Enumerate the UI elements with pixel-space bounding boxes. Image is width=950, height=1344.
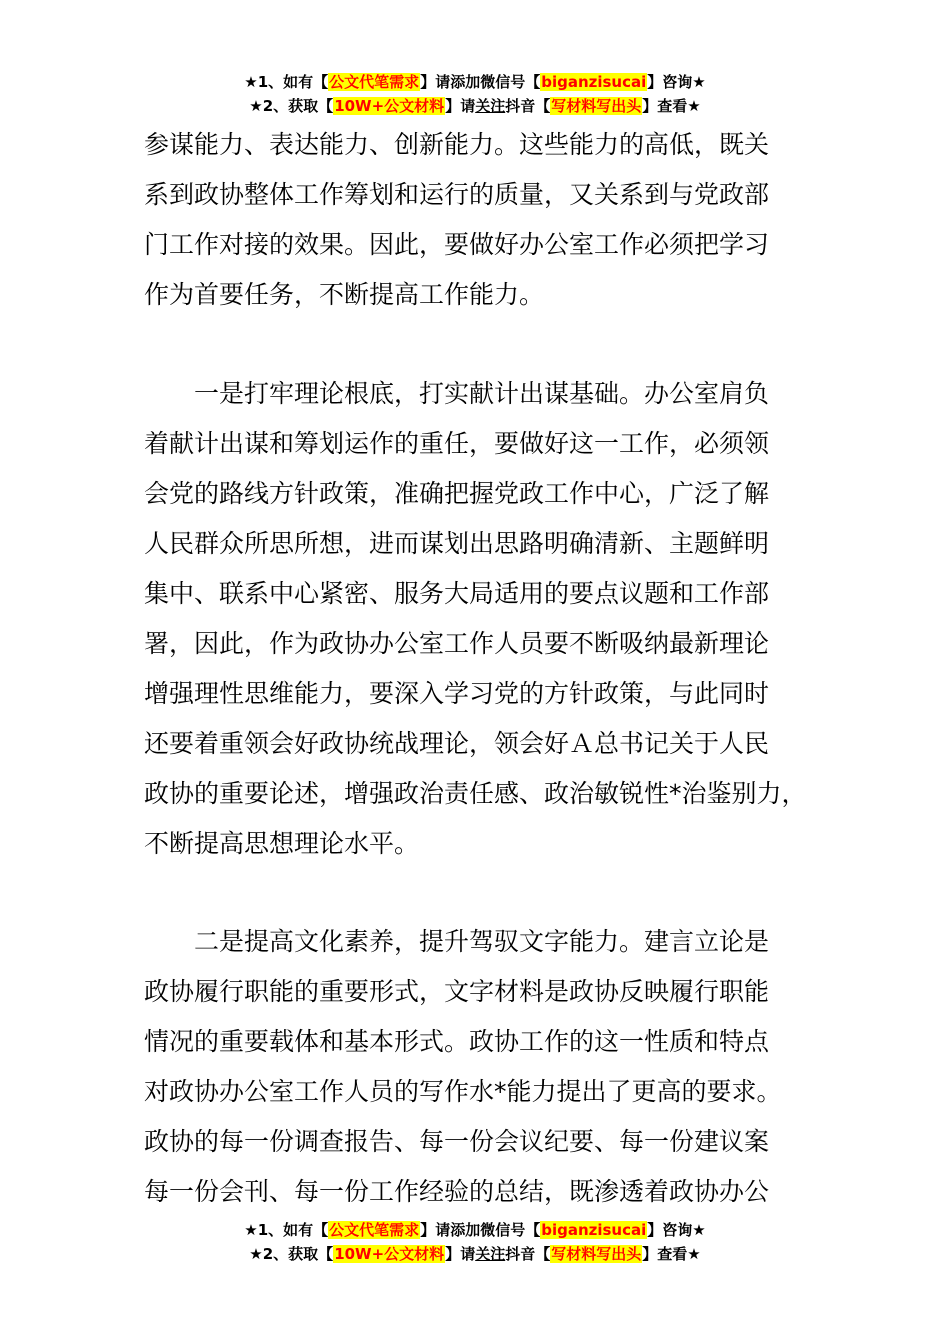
banner-line-2: ★2、获取【10W+公文材料】请关注抖音【写材料写出头】查看★ xyxy=(249,97,701,115)
text-line: 不断提高思想理论水平。 xyxy=(144,829,420,858)
text-line: 署，因此，作为政协办公室工作人员要不断吸纳最新理论 xyxy=(144,629,770,658)
text-line: 情况的重要载体和基本形式。政协工作的这一性质和特点 xyxy=(144,1027,770,1056)
text-line: 系到政协整体工作筹划和运行的质量，又关系到与党政部 xyxy=(144,180,770,209)
text-line: 一是打牢理论根底，打实献计出谋基础。办公室肩负 xyxy=(194,379,770,408)
douyin-account: 写材料写出头 xyxy=(551,1245,642,1263)
text-line: 还要着重领会好政协统战理论，领会好Ａ总书记关于人民 xyxy=(144,729,770,758)
text-line: 着献计出谋和筹划运作的重任，要做好这一工作，必须领 xyxy=(144,429,770,458)
text-line: 二是提高文化素养，提升驾驭文字能力。建言立论是 xyxy=(194,927,770,956)
text-line: 政协的每一份调查报告、每一份会议纪要、每一份建议案 xyxy=(144,1127,770,1156)
paragraph-cultural-literacy xyxy=(144,917,824,1217)
text-line: 集中、联系中心紧密、服务大局适用的要点议题和工作部 xyxy=(144,579,770,608)
highlight-writing-service: 公文代笔需求 xyxy=(329,73,420,91)
highlight-writing-service: 公文代笔需求 xyxy=(329,1221,420,1239)
text-line: 对政协办公室工作人员的写作水*能力提出了更高的要求。 xyxy=(144,1077,782,1106)
header-banner xyxy=(0,70,950,118)
text-line: 会党的路线方针政策，准确把握党政工作中心，广泛了解 xyxy=(144,479,770,508)
douyin-account: 写材料写出头 xyxy=(551,97,642,115)
text-line: 每一份会刊、每一份工作经验的总结，既渗透着政协办公 xyxy=(144,1177,770,1206)
banner-line-1: ★1、如有【公文代笔需求】请添加微信号【biganzisucai】咨询★ xyxy=(244,73,706,91)
wechat-id: biganzisucai xyxy=(541,73,647,91)
text-line: 作为首要任务，不断提高工作能力。 xyxy=(144,280,545,309)
wechat-id: biganzisucai xyxy=(541,1221,647,1239)
paragraph-continued xyxy=(144,120,824,320)
text-line: 政协履行职能的重要形式，文字材料是政协反映履行职能 xyxy=(144,977,770,1006)
paragraph-theory-foundation xyxy=(144,369,824,869)
text-line: 政协的重要论述，增强政治责任感、政治敏锐性*治鉴别力， xyxy=(144,779,807,808)
highlight-materials: 10W+公文材料 xyxy=(334,97,445,115)
text-line: 门工作对接的效果。因此，要做好办公室工作必须把学习 xyxy=(144,230,770,259)
banner-line-2: ★2、获取【10W+公文材料】请关注抖音【写材料写出头】查看★ xyxy=(249,1245,701,1263)
text-line: 参谋能力、表达能力、创新能力。这些能力的高低，既关 xyxy=(144,130,770,159)
text-line: 增强理性思维能力，要深入学习党的方针政策，与此同时 xyxy=(144,679,770,708)
text-line: 人民群众所思所想，进而谋划出思路明确清新、主题鲜明 xyxy=(144,529,770,558)
banner-line-1: ★1、如有【公文代笔需求】请添加微信号【biganzisucai】咨询★ xyxy=(244,1221,706,1239)
footer-banner xyxy=(0,1218,950,1266)
highlight-materials: 10W+公文材料 xyxy=(334,1245,445,1263)
